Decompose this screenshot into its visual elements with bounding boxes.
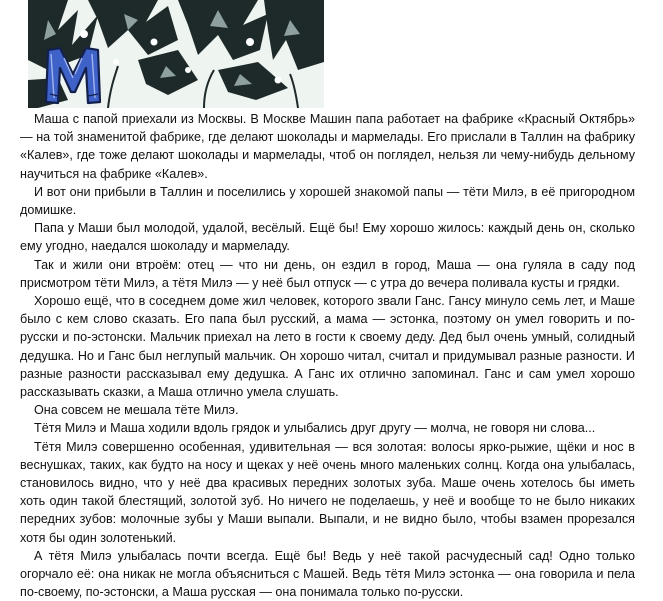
paragraph: Маша с папой приехали из Москвы. В Москве Машин папа работает на фабрике «Красный Октябрь» — на той знаменитой фабрике, где делают шоколады и мармелады. Его прислали в Таллин на фабрику «Калев», где тоже делают шоколады и мармелады, чтоб он поглядел, нельзя ли чему-нибудь дельному научиться на фабрике «Калев». [20, 112, 635, 181]
paragraph: Тётя Милэ и Маша ходили вдоль грядок и улыбались друг другу — молча, не говоря ни слова... [34, 421, 596, 436]
paragraph: Папа у Маши был молодой, удалой, весёлый. Ещё бы! Ему хорошо жилось: каждый день он, сколько ему угодно, наедался шоколаду и мармеладу. [20, 221, 635, 254]
paragraph: Она совсем не мешала тёте Милэ. [34, 403, 239, 418]
drop-cap-letter [44, 44, 102, 106]
paragraph: Так и жили они втроём: отец — что ни день, он ездил в город, Маша — она гуляла в саду под присмотром тёти Милэ, а тётя Милэ — у неё был отпуск — с утра до вечера поливала кусты и грядки. [20, 257, 635, 290]
paragraph: Хорошо ещё, что в соседнем доме жил человек, которого звали Ганс. Гансу минуло семь лет, и Маше было с кем слово сказать. Его папа был русский, а мама — эстонка, поэтому он умел говорить и по-русски и по-эстонски. Мальчик приехал на лето в гости к своему деду. Дед был очень умный, солидный дедушка. Но и Ганс был неглупый мальчик. Он хорошо читал, считал и придумывал разные разности. И разные разности рассказывал ему дедушка. А Ганс их отлично запоминал. Ганс и сам умел хорошо рассказывать сказки, а Маша отлично умела слушать. [20, 294, 635, 400]
paragraph: И вот они прибыли в Таллин и поселились у хорошей знакомой папы — тёти Милэ, в её пригородном домишке. [20, 184, 635, 218]
paragraph: Тётя Милэ совершенно особенная, удивительная — вся золотая: волосы ярко-рыжие, щёки и нос в веснушках, таких, как будто на носу и щеках у неё очень много маленьких солнц. Когда она улыбалась, становилось видно, что у неё два красивых передних золотых зуба. Маше очень хотелось бы иметь хоть один такой блестящий, золотой зуб. Но ничего не поделаешь, у неё и вообще то не было никаких передних зубов: молочные зубы у Маши выпали. Выпали, и не видно было, чтобы взамен прорезался хотя бы один золотенький. [20, 439, 635, 545]
paragraph: А тётя Милэ улыбалась почти всегда. Ещё бы! Ведь у неё такой расчудесный сад! Одно только огорчало её: она никак не могла объясниться с Машей. Ведь тётя Милэ эстонка — она говорила и пела по-своему, по-эстонски, а Маша русская — она понимала только по-русски. [20, 548, 635, 600]
story-text [20, 110, 635, 601]
drop-cap-glyph [44, 44, 102, 106]
